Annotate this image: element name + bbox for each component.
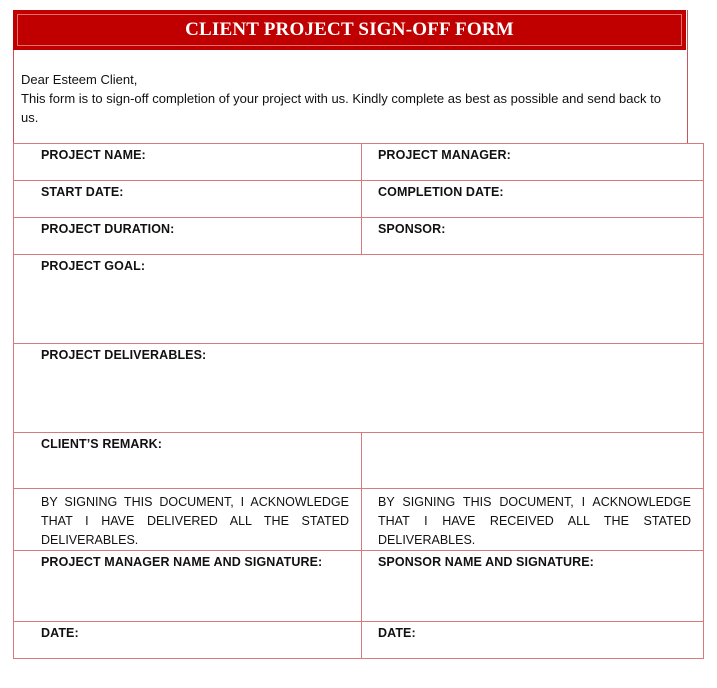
intro-paragraph: This form is to sign-off completion of your project with us. Kindly complete as best as possible and send back to us. — [21, 91, 661, 125]
intro-text-block — [21, 70, 661, 127]
start-date-label: START DATE: — [41, 185, 124, 199]
manager-date-field[interactable] — [14, 622, 362, 659]
table-row — [14, 218, 704, 255]
greeting: Dear Esteem Client, — [21, 72, 138, 87]
project-duration-field[interactable] — [14, 218, 362, 255]
table-row — [14, 433, 704, 489]
sponsor-date-label: DATE: — [378, 626, 416, 640]
manager-signature-label: PROJECT MANAGER NAME AND SIGNATURE: — [41, 555, 323, 569]
project-goal-label: PROJECT GOAL: — [41, 259, 146, 273]
project-name-field[interactable] — [14, 144, 362, 181]
table-row — [14, 489, 704, 551]
project-manager-label: PROJECT MANAGER: — [378, 148, 511, 162]
sponsor-date-field[interactable] — [362, 622, 704, 659]
form-title: CLIENT PROJECT SIGN-OFF FORM — [185, 19, 514, 40]
form-table — [13, 143, 704, 659]
table-row — [14, 551, 704, 622]
client-remark-field[interactable] — [14, 433, 362, 489]
completion-date-field[interactable] — [362, 181, 704, 218]
sponsor-ack-text: BY SIGNING THIS DOCUMENT, I ACKNOWLEDGE THAT I HAVE RECEIVED ALL THE STATED DELIVERABLES. — [378, 495, 691, 547]
table-row — [14, 144, 704, 181]
manager-ack-cell — [14, 489, 362, 551]
client-remark-label: CLIENT’S REMARK: — [41, 437, 163, 451]
project-name-label: PROJECT NAME: — [41, 148, 146, 162]
start-date-field[interactable] — [14, 181, 362, 218]
project-manager-field[interactable] — [362, 144, 704, 181]
table-row — [14, 344, 704, 433]
completion-date-label: COMPLETION DATE: — [378, 185, 504, 199]
project-duration-label: PROJECT DURATION: — [41, 222, 175, 236]
sponsor-field[interactable] — [362, 218, 704, 255]
manager-signature-field[interactable] — [14, 551, 362, 622]
project-goal-field[interactable] — [14, 255, 704, 344]
table-row — [14, 255, 704, 344]
table-row — [14, 622, 704, 659]
manager-date-label: DATE: — [41, 626, 79, 640]
sponsor-signature-label: SPONSOR NAME AND SIGNATURE: — [378, 555, 594, 569]
sponsor-ack-cell — [362, 489, 704, 551]
table-row — [14, 181, 704, 218]
manager-ack-text: BY SIGNING THIS DOCUMENT, I ACKNOWLEDGE THAT I HAVE DELIVERED ALL THE STATED DELIVERABLES. — [41, 495, 349, 547]
sponsor-label: SPONSOR: — [378, 222, 446, 236]
title-bar — [13, 10, 686, 50]
sponsor-signature-field[interactable] — [362, 551, 704, 622]
project-deliverables-label: PROJECT DELIVERABLES: — [41, 348, 207, 362]
project-deliverables-field[interactable] — [14, 344, 704, 433]
client-remark-extra-field[interactable] — [362, 433, 704, 489]
